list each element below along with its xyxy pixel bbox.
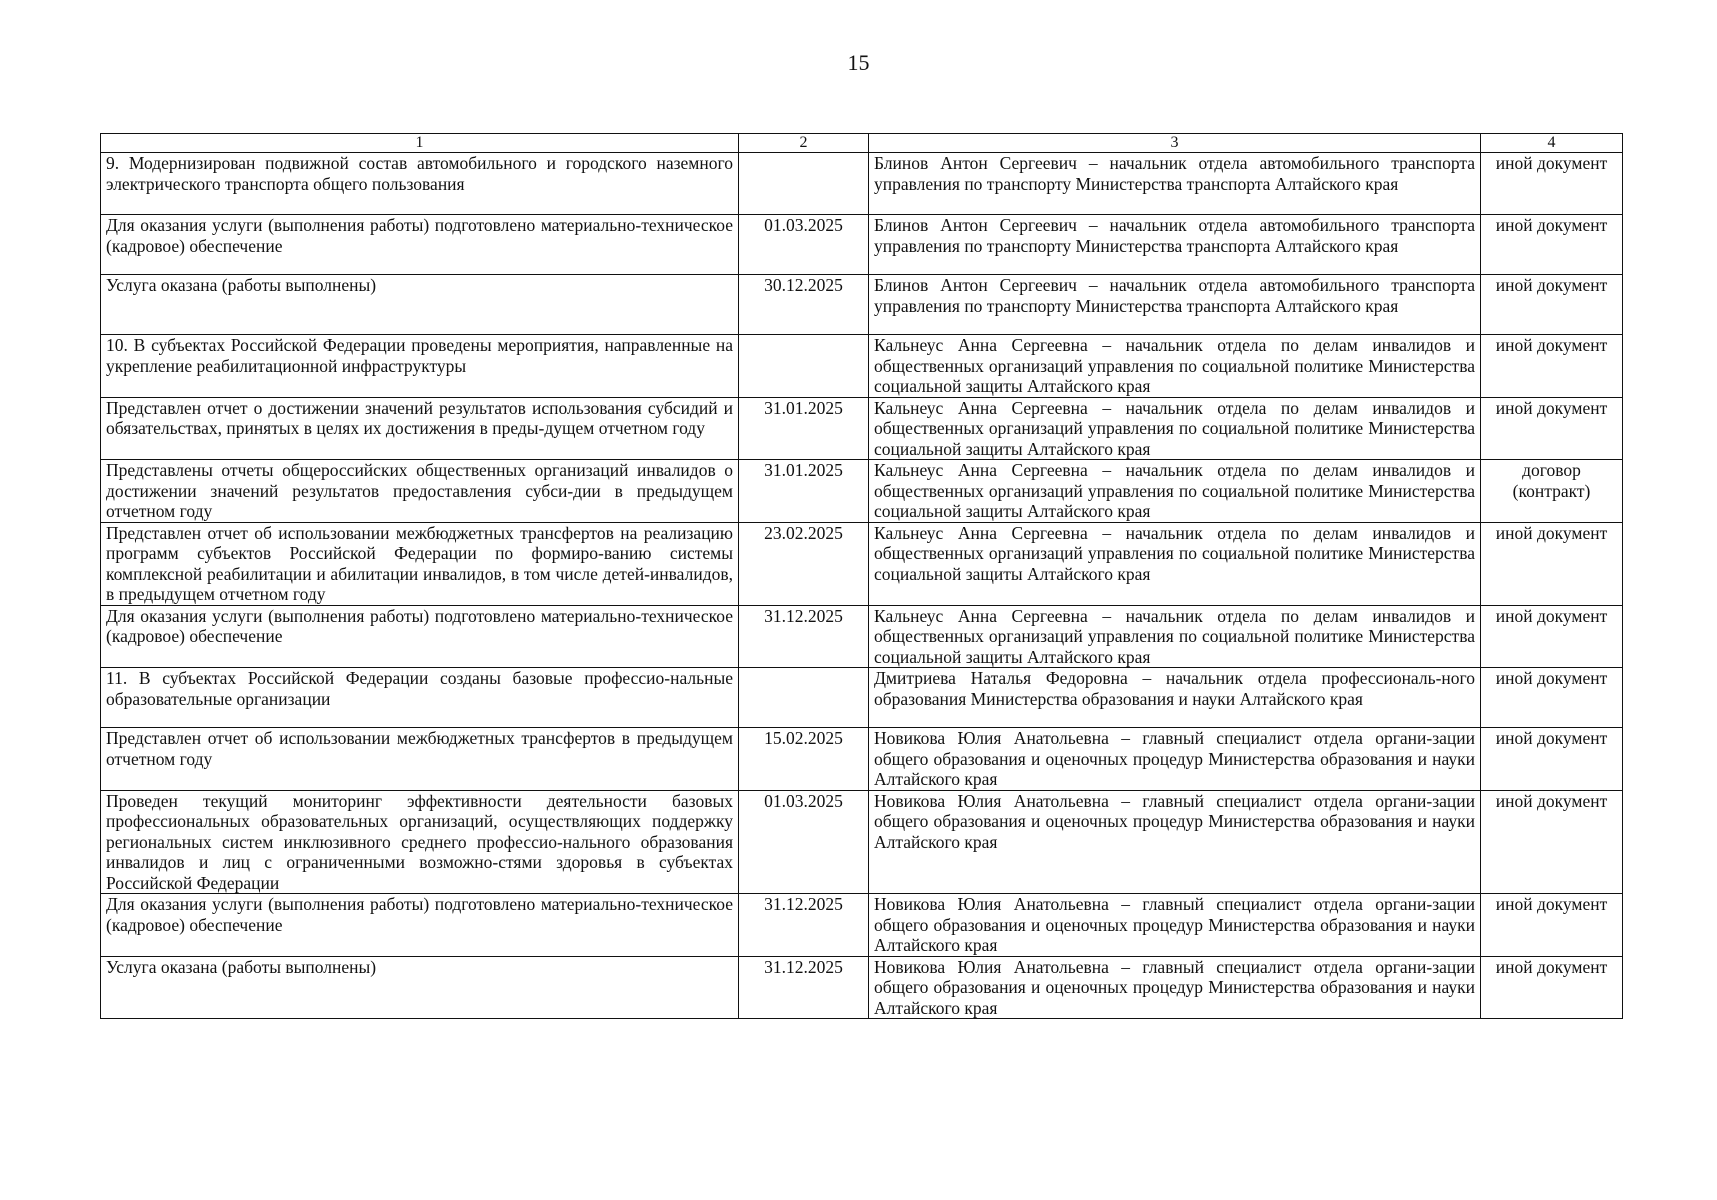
document-type-cell: иной документ bbox=[1481, 956, 1623, 1019]
table-row bbox=[101, 522, 1623, 605]
table-row bbox=[101, 215, 1623, 275]
table-row bbox=[101, 668, 1623, 728]
document-type-cell: иной документ bbox=[1481, 668, 1623, 728]
date-cell: 15.02.2025 bbox=[739, 728, 869, 791]
result-cell: 11. В субъектах Российской Федерации созданы базовые профессио-нальные образовательные организации bbox=[101, 668, 739, 728]
table-row bbox=[101, 397, 1623, 460]
date-cell: 31.12.2025 bbox=[739, 894, 869, 957]
date-cell: 23.02.2025 bbox=[739, 522, 869, 605]
result-cell: Представлен отчет о достижении значений результатов использования субсидий и обязательствах, принятых в целях их достижения в преды-дущем отчетном году bbox=[101, 397, 739, 460]
date-cell: 30.12.2025 bbox=[739, 275, 869, 335]
table-row bbox=[101, 728, 1623, 791]
document-type-cell: иной документ bbox=[1481, 335, 1623, 398]
document-type-cell: иной документ bbox=[1481, 153, 1623, 215]
result-cell: Представлен отчет об использовании межбюджетных трансфертов в предыдущем отчетном году bbox=[101, 728, 739, 791]
date-cell bbox=[739, 668, 869, 728]
date-cell: 31.12.2025 bbox=[739, 956, 869, 1019]
table-row bbox=[101, 790, 1623, 894]
table-row bbox=[101, 894, 1623, 957]
result-cell: Услуга оказана (работы выполнены) bbox=[101, 956, 739, 1019]
date-cell: 31.12.2025 bbox=[739, 605, 869, 668]
document-type-cell: иной документ bbox=[1481, 728, 1623, 791]
date-cell bbox=[739, 335, 869, 398]
table-row bbox=[101, 460, 1623, 523]
header-row bbox=[101, 134, 1623, 153]
responsible-cell: Блинов Антон Сергеевич – начальник отдела автомобильного транспорта управления по транспорту Министерства транспорта Алтайского края bbox=[869, 275, 1481, 335]
date-cell: 01.03.2025 bbox=[739, 215, 869, 275]
responsible-cell: Новикова Юлия Анатольевна – главный специалист отдела органи-зации общего образования и оценочных процедур Министерства образования и науки Алтайского края bbox=[869, 956, 1481, 1019]
table-row bbox=[101, 275, 1623, 335]
document-type-cell: договор (контракт) bbox=[1481, 460, 1623, 523]
result-cell: Представлены отчеты общероссийских общественных организаций инвалидов о достижении значений результатов предоставления субси-дии в предыдущем отчетном году bbox=[101, 460, 739, 523]
result-cell: Для оказания услуги (выполнения работы) подготовлено материально-техническое (кадровое) обеспечение bbox=[101, 215, 739, 275]
column-header-1: 1 bbox=[101, 134, 739, 153]
plan-table bbox=[100, 133, 1623, 1019]
table-row bbox=[101, 956, 1623, 1019]
date-cell bbox=[739, 153, 869, 215]
result-cell: 10. В субъектах Российской Федерации проведены мероприятия, направленные на укрепление реабилитационной инфраструктуры bbox=[101, 335, 739, 398]
responsible-cell: Новикова Юлия Анатольевна – главный специалист отдела органи-зации общего образования и оценочных процедур Министерства образования и науки Алтайского края bbox=[869, 894, 1481, 957]
column-header-2: 2 bbox=[739, 134, 869, 153]
document-type-cell: иной документ bbox=[1481, 790, 1623, 894]
table-row bbox=[101, 605, 1623, 668]
document-type-cell: иной документ bbox=[1481, 275, 1623, 335]
result-cell: Представлен отчет об использовании межбюджетных трансфертов на реализацию программ субъектов Российской Федерации по формиро-ванию системы комплексной реабилитации и абилитации инвалидов, в том числе детей-инвалидов, в предыдущем отчетном году bbox=[101, 522, 739, 605]
responsible-cell: Блинов Антон Сергеевич – начальник отдела автомобильного транспорта управления по транспорту Министерства транспорта Алтайского края bbox=[869, 153, 1481, 215]
date-cell: 31.01.2025 bbox=[739, 397, 869, 460]
document-type-cell: иной документ bbox=[1481, 605, 1623, 668]
document-type-cell: иной документ bbox=[1481, 522, 1623, 605]
responsible-cell: Новикова Юлия Анатольевна – главный специалист отдела органи-зации общего образования и оценочных процедур Министерства образования и науки Алтайского края bbox=[869, 790, 1481, 894]
responsible-cell: Блинов Антон Сергеевич – начальник отдела автомобильного транспорта управления по транспорту Министерства транспорта Алтайского края bbox=[869, 215, 1481, 275]
result-cell: Проведен текущий мониторинг эффективности деятельности базовых профессиональных образовательных организаций, осуществляющих поддержку региональных систем инклюзивного среднего профессио-нального образования инвалидов и лиц с ограниченными возможно-стями здоровья в субъектах Российской Федерации bbox=[101, 790, 739, 894]
document-type-cell: иной документ bbox=[1481, 215, 1623, 275]
table-body bbox=[101, 153, 1623, 1019]
responsible-cell: Кальнеус Анна Сергеевна – начальник отдела по делам инвалидов и общественных организаций управления по социальной политике Министерства социальной защиты Алтайского края bbox=[869, 605, 1481, 668]
document-type-cell: иной документ bbox=[1481, 397, 1623, 460]
table-row bbox=[101, 335, 1623, 398]
date-cell: 31.01.2025 bbox=[739, 460, 869, 523]
responsible-cell: Кальнеус Анна Сергеевна – начальник отдела по делам инвалидов и общественных организаций управления по социальной политике Министерства социальной защиты Алтайского края bbox=[869, 460, 1481, 523]
result-cell: 9. Модернизирован подвижной состав автомобильного и городского наземного электрического транспорта общего пользования bbox=[101, 153, 739, 215]
result-cell: Для оказания услуги (выполнения работы) подготовлено материально-техническое (кадровое) обеспечение bbox=[101, 605, 739, 668]
result-cell: Услуга оказана (работы выполнены) bbox=[101, 275, 739, 335]
result-cell: Для оказания услуги (выполнения работы) подготовлено материально-техническое (кадровое) обеспечение bbox=[101, 894, 739, 957]
date-cell: 01.03.2025 bbox=[739, 790, 869, 894]
page-number: 15 bbox=[847, 50, 870, 75]
responsible-cell: Дмитриева Наталья Федоровна – начальник отдела профессиональ-ного образования Министерства образования и науки Алтайского края bbox=[869, 668, 1481, 728]
responsible-cell: Новикова Юлия Анатольевна – главный специалист отдела органи-зации общего образования и оценочных процедур Министерства образования и науки Алтайского края bbox=[869, 728, 1481, 791]
table-header bbox=[101, 134, 1623, 153]
table-row bbox=[101, 153, 1623, 215]
document-type-cell: иной документ bbox=[1481, 894, 1623, 957]
column-header-4: 4 bbox=[1481, 134, 1623, 153]
responsible-cell: Кальнеус Анна Сергеевна – начальник отдела по делам инвалидов и общественных организаций управления по социальной политике Министерства социальной защиты Алтайского края bbox=[869, 335, 1481, 398]
column-header-3: 3 bbox=[869, 134, 1481, 153]
responsible-cell: Кальнеус Анна Сергеевна – начальник отдела по делам инвалидов и общественных организаций управления по социальной политике Министерства социальной защиты Алтайского края bbox=[869, 397, 1481, 460]
responsible-cell: Кальнеус Анна Сергеевна – начальник отдела по делам инвалидов и общественных организаций управления по социальной политике Министерства социальной защиты Алтайского края bbox=[869, 522, 1481, 605]
